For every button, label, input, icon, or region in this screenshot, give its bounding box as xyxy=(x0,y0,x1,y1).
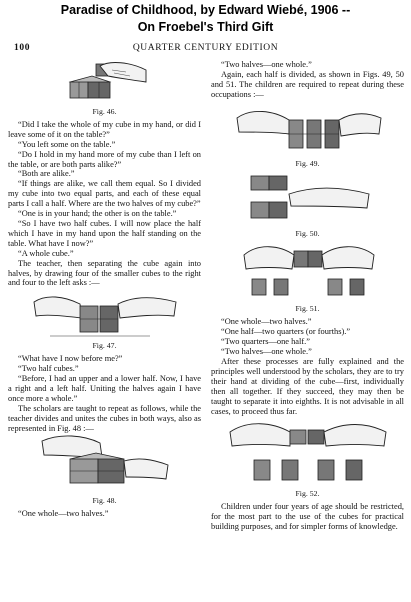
left-paragraph-14: “One whole—two halves.” xyxy=(18,509,109,519)
figure-50 xyxy=(211,172,404,239)
right-paragraph-6: “Two halves—one whole.” xyxy=(221,347,312,357)
figure-47 xyxy=(8,288,201,351)
running-head xyxy=(14,43,397,57)
right-paragraph-1: “Two halves—one whole.” xyxy=(221,60,312,69)
left-paragraph-9: The teacher, then separating the cube again into halves, by drawing four of the smaller cubes to the right and four to the left asks :— xyxy=(8,258,201,288)
figure-52-illustration xyxy=(228,416,388,488)
right-column xyxy=(211,60,404,598)
figure-46-illustration xyxy=(60,60,150,106)
figure-48-illustration xyxy=(40,433,170,495)
page-title-line-2: On Froebel's Third Gift xyxy=(137,20,274,34)
right-paragraph-2: Again, each half is divided, as shown in Figs. 49, 50 and 51. The children are required to repeat during these occupations :— xyxy=(211,69,404,99)
edition-title: QUARTER CENTURY EDITION xyxy=(132,43,279,53)
left-paragraph-4: “Both are alike.” xyxy=(18,169,75,179)
right-paragraph-3: “One whole—two halves.” xyxy=(221,317,312,327)
figure-51-caption: Fig. 51. xyxy=(295,304,320,314)
right-paragraph-7: After these processes are fully explained and the principles well understood by the scholars, they are to try their hand at dividing of the cube—first, individually then all together. If they succeed, they may then be taught to separate it into eighths. It is not advisable in all cases, to proceed thus far. xyxy=(211,356,404,416)
right-paragraph-8: Children under four years of age should be restricted, for the most part to the use of the cubes for practical building purposes, and for simpler forms of knowledge. xyxy=(211,502,404,532)
right-paragraph-4: “One half—two quarters (or fourths).” xyxy=(221,327,351,337)
figure-52-caption: Fig. 52. xyxy=(295,489,320,499)
left-paragraph-11: “Two half cubes.” xyxy=(18,364,79,374)
figure-51-illustration xyxy=(238,241,378,303)
figure-46-caption: Fig. 46. xyxy=(92,107,117,116)
left-paragraph-3: “Do I hold in my hand more of my cube than I left on the table, or are both parts alike?” xyxy=(8,149,201,169)
left-paragraph-2: “You left some on the table.” xyxy=(18,139,116,149)
figure-52 xyxy=(211,416,404,499)
figure-49-illustration xyxy=(233,100,383,158)
figure-46 xyxy=(8,60,201,117)
right-paragraph-5: “Two quarters—one half.” xyxy=(221,337,310,347)
left-paragraph-7: “So I have two half cubes. I will now place the half which I have in my hand upon the half standing on the table. What have I now?” xyxy=(8,218,201,248)
figure-48-caption: Fig. 48. xyxy=(92,496,117,506)
figure-49 xyxy=(211,100,404,169)
figure-50-illustration xyxy=(243,172,373,228)
figure-47-illustration xyxy=(30,288,180,340)
figure-50-caption: Fig. 50. xyxy=(295,228,320,238)
left-paragraph-1: “Did I take the whole of my cube in my hand, or did I leave some of it on the table?” xyxy=(8,119,201,139)
figure-51 xyxy=(211,241,404,314)
page-title-line-1: Paradise of Childhood, by Edward Wiebé, 1906 -- xyxy=(60,3,351,17)
left-paragraph-12: “Before, I had an upper and a lower half. Now, I have a right and a left half. Uniting the halves again I have once more a whole.” xyxy=(8,374,201,403)
figure-48 xyxy=(8,433,201,506)
left-paragraph-8: “A whole cube.” xyxy=(18,248,74,258)
page-number: 100 xyxy=(14,43,31,53)
left-column xyxy=(8,60,201,598)
left-paragraph-6: “One is in your hand; the other is on the table.” xyxy=(18,209,177,219)
left-paragraph-5: “If things are alike, we call them equal. So I divided my cube into two equal parts, and each of these equal parts I call a half. Where are the two halves of my cube?” xyxy=(8,179,201,209)
left-paragraph-10: “What have I now before me?” xyxy=(18,354,123,364)
figure-47-caption: Fig. 47. xyxy=(92,341,117,351)
figure-49-caption: Fig. 49. xyxy=(295,158,320,168)
left-paragraph-13: The scholars are taught to repeat as follows, while the teacher divides and unites the cubes in both ways, also as represented in Fig. 48 :— xyxy=(8,403,201,433)
